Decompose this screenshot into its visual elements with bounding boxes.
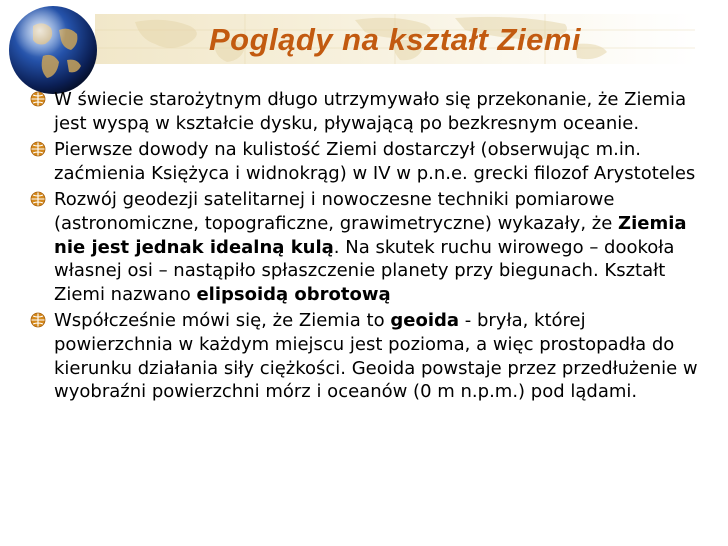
bullet-item xyxy=(30,138,710,185)
text-run: Pierwsze dowody na kulistość Ziemi dostarczył (obserwując m.in. zaćmienia Księżyca i widnokrąg) w IV w p.n.e. grecki filozof Arystoteles xyxy=(54,139,696,184)
bullet-list xyxy=(30,88,710,404)
bullet-text xyxy=(54,138,710,185)
globe-icon xyxy=(3,0,103,100)
globe-bullet-icon xyxy=(30,191,46,207)
bold-phrase: Ziemia nie jest jednak idealną kulą xyxy=(54,212,687,258)
bullet-item xyxy=(30,88,710,135)
text-run: Rozwój geodezji satelitarnej i nowoczesne techniki pomiarowe (astronomiczne, topograficzne, grawimetryczne) wykazały, że xyxy=(54,189,619,234)
text-run: Współcześnie mówi się, że Ziemia to xyxy=(54,310,391,332)
bold-phrase: geoida xyxy=(390,310,460,332)
text-run: W świecie starożytnym długo utrzymywało się przekonanie, że Ziemia jest wyspą w kształcie dysku, pływającą po bezkresnym oceanie. xyxy=(54,89,687,134)
bullet-item xyxy=(30,309,710,403)
bullet-text xyxy=(54,309,710,403)
text-run: . Na skutek ruchu wirowego – dookoła własnej osi – nastąpiło spłaszczenie planety przy biegunach. Kształt Ziemi nazwano xyxy=(54,236,675,305)
globe-bullet-icon xyxy=(30,141,46,157)
bullet-text xyxy=(54,88,710,135)
bullet-text xyxy=(54,188,710,306)
text-run: - bryła, której powierzchnia w każdym miejscu jest pozioma, a więc prostopadła do kierunku działania siły ciężkości. Geoida powstaje przez przedłużenie w wyobraźni powierzchni mórz i oceanów (0 m n.p.m.) pod lądami. xyxy=(54,310,698,403)
globe-bullet-icon xyxy=(30,312,46,328)
globe-bullet-icon xyxy=(30,91,46,107)
slide-title: Poglądy na kształt Ziemi xyxy=(208,22,582,57)
bullet-item xyxy=(30,188,710,306)
bold-phrase: elipsoidą obrotową xyxy=(196,283,391,305)
